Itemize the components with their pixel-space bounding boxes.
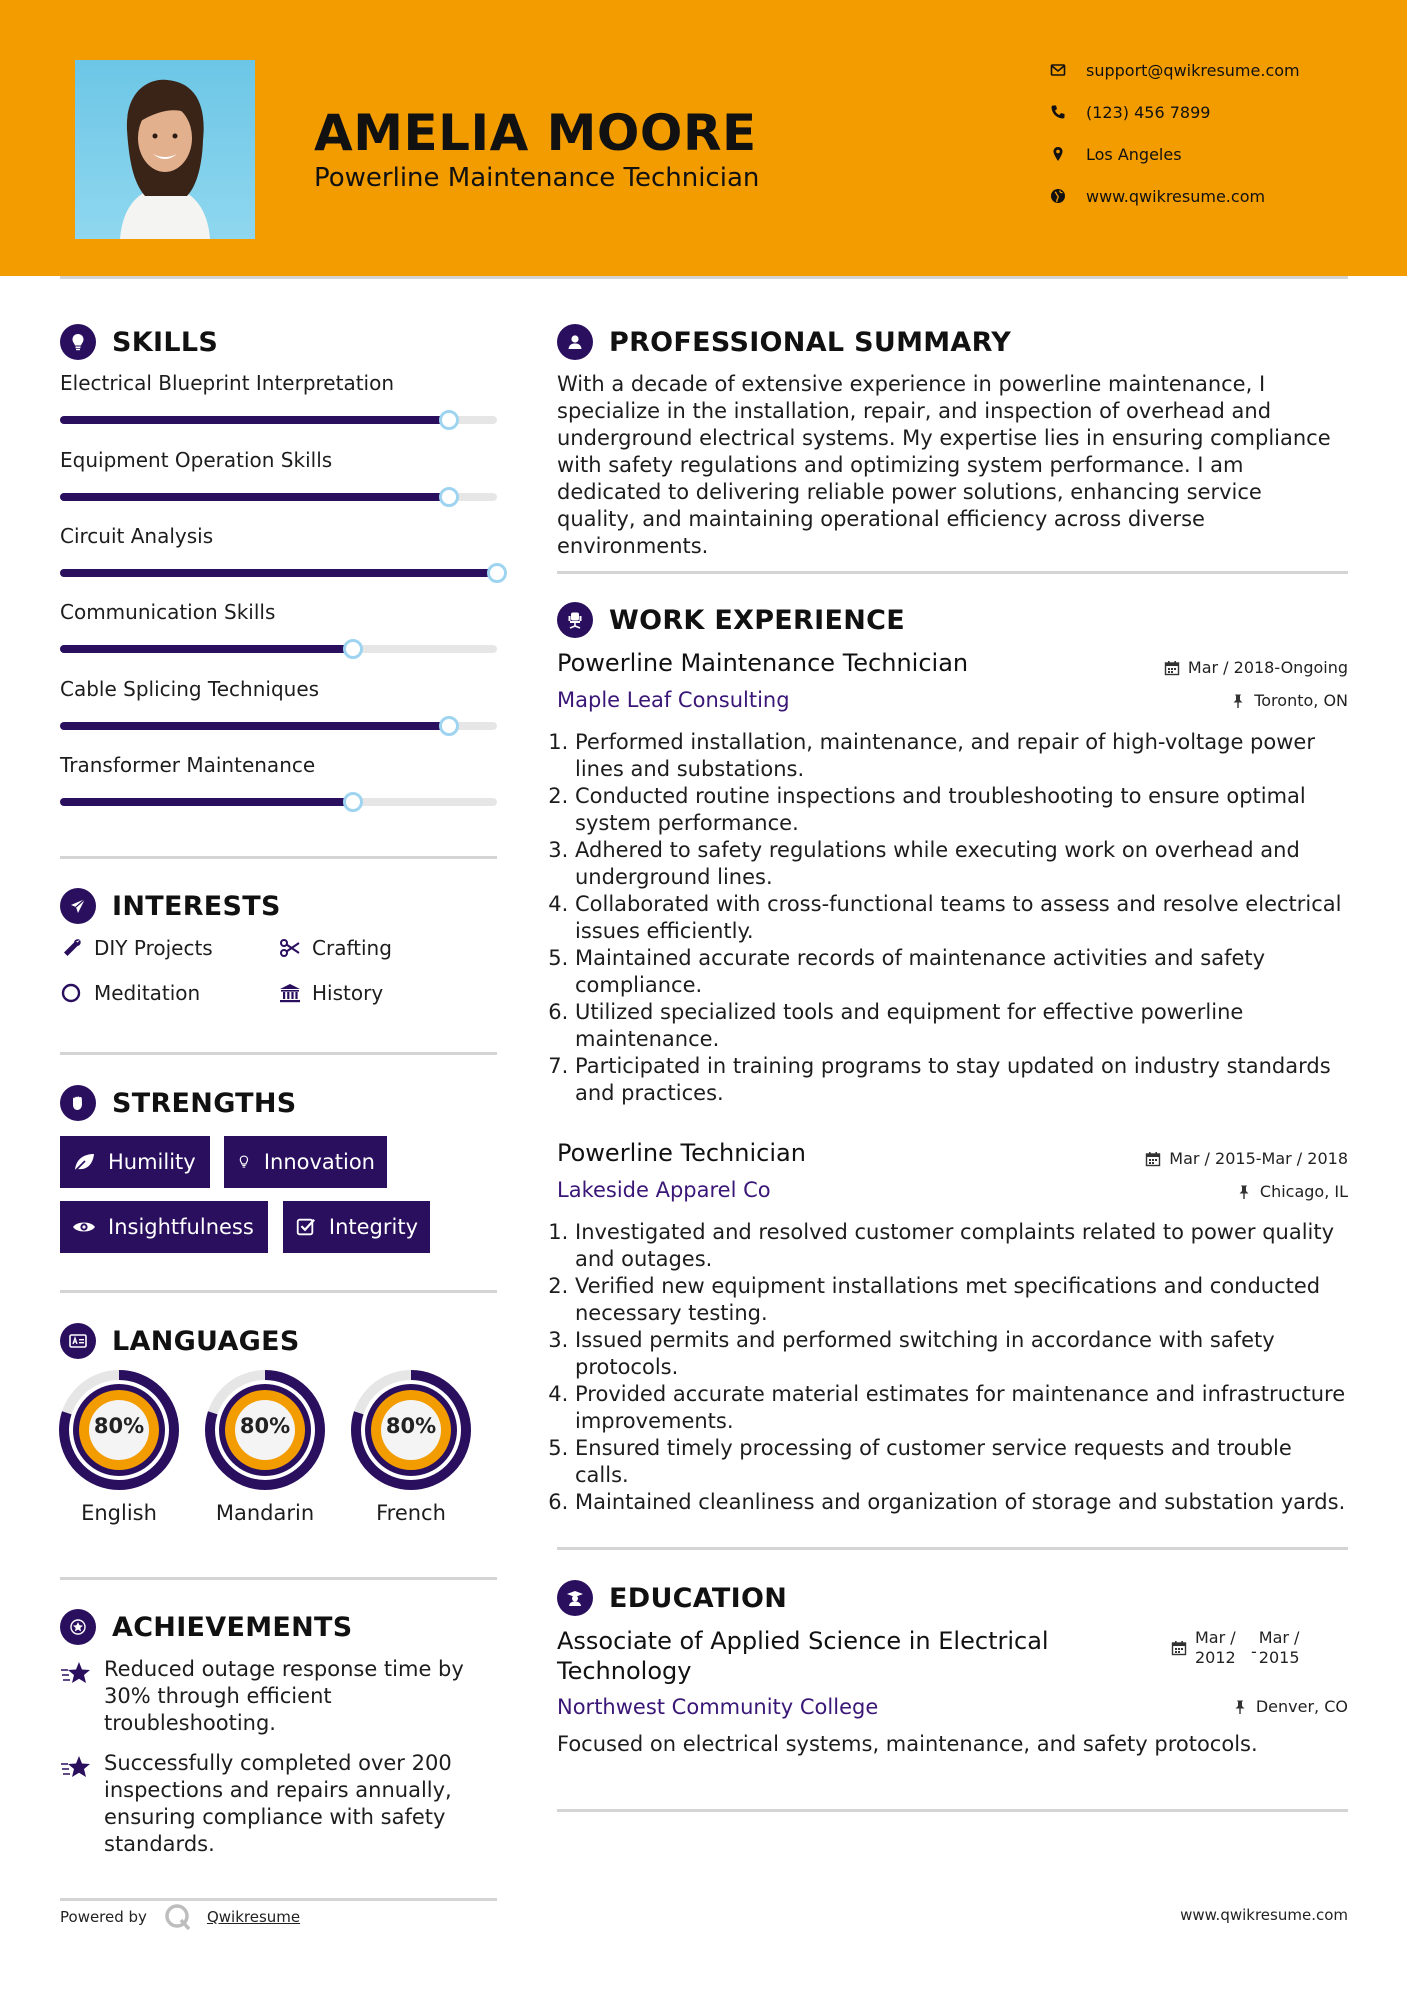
skill-bar [60, 798, 497, 806]
education-title: EDUCATION [609, 1582, 788, 1614]
job-dates [1164, 658, 1348, 677]
wrench-icon [60, 936, 84, 960]
job-bullets [557, 729, 1347, 1107]
language-name: French [376, 1501, 446, 1525]
interests-title: INTERESTS [112, 890, 281, 922]
language-card-icon [60, 1323, 96, 1359]
interest-label: Crafting [312, 936, 392, 960]
interest-label: History [312, 981, 384, 1005]
language-item [57, 1368, 181, 1525]
achievement-item [60, 1750, 500, 1860]
summary-text: With a decade of extensive experience in powerline maintenance, I specialize in the installation, repair, and inspection of overhead and underground electrical systems. My expertise lies in ensuring compliance with safety regulations and optimizing system performance. I am dedicated to delivering reliable power solutions, enhancing service quality, and maintaining operational efficiency across diverse environments. [557, 372, 1331, 558]
language-percent: 80% [93, 1414, 145, 1438]
powered-by-text: Powered by [60, 1908, 147, 1926]
calendar-icon [1171, 1640, 1187, 1656]
job-bullet: 5. Ensured timely processing of customer service requests and trouble calls. [575, 1435, 1352, 1489]
job-bullet: 6. Utilized specialized tools and equipment for effective powerline maintenance. [575, 999, 1347, 1053]
lightbulb-icon [60, 324, 96, 360]
skill-bar [60, 569, 497, 577]
school-name: Northwest Community College [557, 1695, 879, 1719]
contact-phone-text: (123) 456 7899 [1086, 102, 1211, 122]
footer-url[interactable]: www.qwikresume.com [1180, 1906, 1348, 1924]
strength-badge [60, 1136, 210, 1188]
job-location-text: Toronto, ON [1254, 691, 1348, 710]
section-divider [60, 856, 497, 859]
section-divider [60, 1577, 497, 1580]
job-bullets [557, 1219, 1352, 1516]
skill-name: Equipment Operation Skills [60, 448, 333, 472]
interest-item [60, 981, 200, 1005]
skill-bar-fill [60, 493, 449, 501]
achievement-text: Successfully completed over 200 inspections and repairs annually, ensuring compliance with safety standards. [104, 1751, 452, 1856]
education-heading [557, 1580, 787, 1616]
section-divider [60, 1052, 497, 1055]
strength-label: Integrity [328, 1215, 418, 1239]
skill-bar-fill [60, 798, 353, 806]
languages-title: LANGUAGES [112, 1325, 300, 1357]
job-bullet: 4. Provided accurate material estimates for maintenance and infrastructure improvements. [575, 1381, 1352, 1435]
skill-bar-knob [343, 639, 363, 659]
skill-bar-fill [60, 722, 449, 730]
skills-heading [60, 324, 218, 360]
contact-website-text: www.qwikresume.com [1086, 186, 1266, 206]
header-divider [60, 276, 1348, 279]
job-bullet: 3. Adhered to safety regulations while executing work on overhead and underground lines. [575, 837, 1347, 891]
skill-bar-knob [439, 487, 459, 507]
star-icon [60, 1660, 92, 1688]
section-divider [557, 1809, 1348, 1812]
calendar-icon [1164, 660, 1180, 676]
pushpin-icon [1230, 693, 1246, 709]
contact-location-text: Los Angeles [1086, 144, 1182, 164]
scissors-icon [278, 936, 302, 960]
education-date-separator: - [1251, 1642, 1257, 1661]
globe-icon [1050, 188, 1066, 204]
fist-icon [60, 1085, 96, 1121]
leaf-icon [72, 1151, 96, 1173]
skill-bar [60, 493, 497, 501]
job-title: Powerline Maintenance Technician [557, 649, 969, 677]
language-name: Mandarin [215, 1501, 315, 1525]
qwikresume-logo-icon [163, 1902, 193, 1932]
job-location [1230, 691, 1348, 710]
brand-link[interactable]: Qwikresume [206, 1908, 301, 1926]
museum-icon [278, 981, 302, 1005]
section-divider [557, 1547, 1348, 1550]
summary-title: PROFESSIONAL SUMMARY [609, 326, 1012, 358]
pushpin-icon [1232, 1699, 1248, 1715]
candidate-name: AMELIA MOORE [314, 104, 757, 162]
skill-name: Cable Splicing Techniques [60, 677, 320, 701]
skill-name: Transformer Maintenance [60, 753, 316, 777]
star-icon [60, 1754, 92, 1782]
education-location [1232, 1697, 1348, 1716]
education-description: Focused on electrical systems, maintenance, and safety protocols. [557, 1732, 1258, 1756]
job-bullet: 7. Participated in training programs to stay updated on industry standards and practices. [575, 1053, 1347, 1107]
job-location-text: Chicago, IL [1259, 1182, 1348, 1201]
achievements-title: ACHIEVEMENTS [112, 1611, 353, 1643]
section-divider [60, 1290, 497, 1293]
section-divider [60, 1898, 497, 1901]
skill-bar-knob [343, 792, 363, 812]
strength-label: Insightfulness [108, 1215, 254, 1239]
job-dates [1145, 1149, 1348, 1168]
check-square-icon [295, 1216, 317, 1238]
candidate-title: Powerline Maintenance Technician [314, 163, 760, 193]
contact-email-text: support@qwikresume.com [1086, 60, 1300, 80]
language-percent: 80% [239, 1414, 291, 1438]
office-chair-icon [557, 602, 593, 638]
job-bullet: 3. Issued permits and performed switching in accordance with safety protocols. [575, 1327, 1352, 1381]
skill-bar-fill [60, 416, 449, 424]
star-badge-icon [60, 1609, 96, 1645]
strength-badge [60, 1201, 268, 1253]
skill-bar [60, 416, 497, 424]
interest-item [278, 936, 392, 960]
eye-icon [72, 1216, 96, 1238]
summary-heading [557, 324, 1011, 360]
strengths-heading [60, 1085, 297, 1121]
job-dates-text: Mar / 2015-Mar / 2018 [1169, 1149, 1348, 1168]
education-date-end: Mar / 2015 [1258, 1628, 1300, 1667]
skill-bar-knob [439, 716, 459, 736]
job-bullet: 6. Maintained cleanliness and organization of storage and substation yards. [575, 1489, 1352, 1516]
section-divider [557, 571, 1348, 574]
envelope-icon [1050, 62, 1066, 78]
skill-bar-knob [439, 410, 459, 430]
achievement-text: Reduced outage response time by 30% through efficient troubleshooting. [104, 1657, 464, 1735]
interest-label: Meditation [94, 981, 201, 1005]
job-bullet: 1. Performed installation, maintenance, and repair of high-voltage power lines and substations. [575, 729, 1347, 783]
paper-plane-icon [60, 888, 96, 924]
job-bullet: 1. Investigated and resolved customer complaints related to power quality and outages. [575, 1219, 1352, 1273]
strength-badge [224, 1136, 387, 1188]
education-dates [1171, 1628, 1303, 1668]
education-location-text: Denver, CO [1255, 1697, 1348, 1716]
graduate-icon [557, 1580, 593, 1616]
job-bullet: 2. Verified new equipment installations met specifications and conducted necessary testing. [575, 1273, 1352, 1327]
achievement-item [60, 1656, 500, 1740]
calendar-icon [1145, 1151, 1161, 1167]
strength-label: Humility [108, 1150, 196, 1174]
skill-bar [60, 645, 497, 653]
languages-heading [60, 1323, 300, 1359]
interest-item [60, 936, 213, 960]
contact-email[interactable] [1050, 58, 1300, 82]
skill-bar [60, 722, 497, 730]
company-name: Maple Leaf Consulting [557, 688, 790, 712]
user-icon [557, 324, 593, 360]
strengths-title: STRENGTHS [112, 1087, 297, 1119]
skill-bar-fill [60, 645, 353, 653]
footer-powered-by [60, 1902, 300, 1932]
skill-name: Communication Skills [60, 600, 276, 624]
skills-title: SKILLS [112, 326, 219, 358]
strength-label: Innovation [263, 1150, 375, 1174]
job-location [1236, 1182, 1348, 1201]
contact-website[interactable] [1050, 184, 1265, 208]
language-item [349, 1368, 473, 1525]
job-bullet: 4. Collaborated with cross-functional teams to assess and resolve electrical issues efficiently. [575, 891, 1347, 945]
language-name: English [81, 1501, 157, 1525]
circle-icon [60, 981, 84, 1005]
job-bullet: 2. Conducted routine inspections and troubleshooting to ensure optimal system performance. [575, 783, 1347, 837]
language-percent: 80% [385, 1414, 437, 1438]
strength-badge [283, 1201, 430, 1253]
education-date-start: Mar / 2012 [1195, 1628, 1236, 1667]
contact-location [1050, 142, 1182, 166]
lightbulb-icon [236, 1151, 252, 1173]
interest-label: DIY Projects [94, 936, 213, 960]
phone-icon [1050, 104, 1066, 120]
job-dates-text: Mar / 2018-Ongoing [1187, 658, 1348, 677]
skill-bar-knob [487, 563, 507, 583]
language-item [203, 1368, 327, 1525]
experience-heading [557, 602, 905, 638]
map-pin-icon [1050, 146, 1066, 162]
skill-name: Electrical Blueprint Interpretation [60, 371, 395, 395]
pushpin-icon [1236, 1184, 1252, 1200]
achievements-heading [60, 1609, 353, 1645]
profile-photo [75, 60, 255, 239]
interest-item [278, 981, 383, 1005]
skill-bar-fill [60, 569, 497, 577]
skill-name: Circuit Analysis [60, 524, 214, 548]
job-bullet: 5. Maintained accurate records of maintenance activities and safety compliance. [575, 945, 1347, 999]
contact-phone[interactable] [1050, 100, 1210, 124]
degree-title: Associate of Applied Science in Electrical Technology [557, 1627, 1049, 1685]
company-name: Lakeside Apparel Co [557, 1178, 771, 1202]
interests-heading [60, 888, 281, 924]
experience-title: WORK EXPERIENCE [609, 604, 905, 636]
job-title: Powerline Technician [557, 1139, 806, 1167]
